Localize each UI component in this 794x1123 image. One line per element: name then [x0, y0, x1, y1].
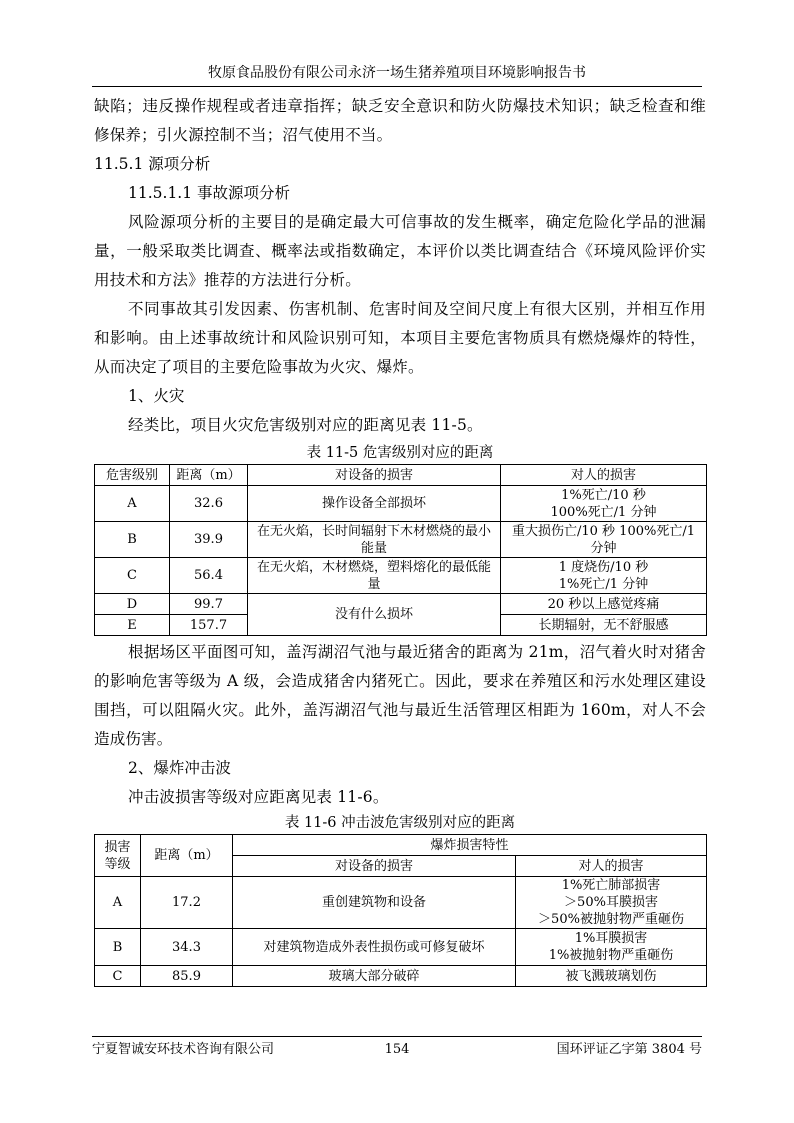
- equipment-damage-cell: 在无火焰，木材燃烧，塑料熔化的最低能量: [248, 558, 501, 594]
- level-cell: A: [95, 877, 141, 929]
- table-row: [95, 486, 707, 522]
- table-header-row: [95, 465, 707, 486]
- header-cell: 对设备的损害: [233, 856, 516, 877]
- level-cell: B: [95, 929, 141, 966]
- distance-cell: 32.6: [170, 486, 248, 522]
- human-damage-cell: 20 秒以上感觉疼痛: [501, 594, 707, 615]
- distance-cell: 17.2: [141, 877, 233, 929]
- header-cell: 距离（m）: [170, 465, 248, 486]
- intro-paragraph: 缺陷；违反操作规程或者违章指挥；缺乏安全意识和防火防爆技术知识；缺乏检查和维修保养；引火源控制不当；沼气使用不当。: [94, 97, 706, 144]
- table-header-row: [95, 835, 707, 856]
- level-cell: A: [95, 486, 170, 522]
- paragraph-risk-analysis: 风险源项分析的主要目的是确定最大可信事故的发生概率，确定危险化学品的泄漏量，一般采取类比调查、概率法或指数确定，本评价以类比调查结合《环境风险评价实用技术和方法》推荐的方法进行分析。: [94, 213, 706, 289]
- header-cell: 距离（m）: [141, 835, 233, 877]
- distance-cell: 34.3: [141, 929, 233, 966]
- subsection-heading: 11.5.1.1 事故源项分析: [128, 184, 291, 202]
- human-damage-cell: 被飞溅玻璃划伤: [516, 966, 707, 987]
- distance-cell: 157.7: [170, 615, 248, 636]
- report-title: 牧原食品股份有限公司永济一场生猪养殖项目环境影响报告书: [208, 65, 586, 81]
- fire-hazard-table: [94, 464, 707, 636]
- header-cell: 危害级别: [95, 465, 170, 486]
- equipment-damage-cell: 操作设备全部损坏: [248, 486, 501, 522]
- equipment-damage-cell: 重创建筑物和设备: [233, 877, 516, 929]
- distance-cell: 56.4: [170, 558, 248, 594]
- distance-cell: 85.9: [141, 966, 233, 987]
- blast-damage-table: [94, 834, 707, 987]
- blast-table-reference: 冲击波损害等级对应距离见表 11-6。: [128, 788, 389, 806]
- section-heading: 11.5.1 源项分析: [94, 155, 211, 173]
- equipment-damage-cell: 没有什么损坏: [248, 594, 501, 636]
- header-cell: 对人的损害: [501, 465, 707, 486]
- paragraph-accident-types: 不同事故其引发因素、伤害机制、危害时间及空间尺度上有很大区别，并相互作用和影响。由上述事故统计和风险识别可知，本项目主要危害物质具有燃烧爆炸的特性，从而决定了项目的主要危险事故为火灾、爆炸。: [94, 300, 706, 376]
- human-damage-cell: 1%死亡肺部损害 ＞50%耳膜损害 ＞50%被抛射物严重砸伤: [516, 877, 707, 929]
- table-11-6-caption: 表 11-6 冲击波危害级别对应的距离: [284, 815, 516, 831]
- human-damage-cell: 长期辐射，无不舒服感: [501, 615, 707, 636]
- header-group-cell: 爆炸损害特性: [233, 835, 707, 856]
- human-damage-cell: 1%耳膜损害 1%被抛射物严重砸伤: [516, 929, 707, 966]
- level-cell: C: [95, 558, 170, 594]
- level-cell: C: [95, 966, 141, 987]
- fire-heading: 1、火灾: [128, 387, 185, 405]
- table-row: [95, 522, 707, 558]
- page-header: [92, 62, 702, 87]
- human-damage-cell: 1 度烧伤/10 秒 1%死亡/1 分钟: [501, 558, 707, 594]
- blast-heading: 2、爆炸冲击波: [128, 759, 231, 777]
- fire-table-reference: 经类比，项目火灾危害级别对应的距离见表 11-5。: [128, 416, 483, 434]
- distance-cell: 99.7: [170, 594, 248, 615]
- human-damage-cell: 1%死亡/10 秒 100%死亡/1 分钟: [501, 486, 707, 522]
- table-11-5-caption: 表 11-5 危害级别对应的距离: [306, 445, 494, 461]
- level-cell: E: [95, 615, 170, 636]
- human-damage-cell: 重大损伤亡/10 秒 100%死亡/1 分钟: [501, 522, 707, 558]
- table-row: [95, 877, 707, 929]
- equipment-damage-cell: 对建筑物造成外表性损伤或可修复破坏: [233, 929, 516, 966]
- table-row: [95, 558, 707, 594]
- equipment-damage-cell: 在无火焰，长时间辐射下木材燃烧的最小能量: [248, 522, 501, 558]
- level-cell: D: [95, 594, 170, 615]
- equipment-damage-cell: 玻璃大部分破碎: [233, 966, 516, 987]
- table-row: [95, 966, 707, 987]
- table-row: [95, 929, 707, 966]
- table-row: [95, 594, 707, 615]
- header-cell: 对人的损害: [516, 856, 707, 877]
- footer-certificate: 国环评证乙字第 3804 号: [556, 1042, 702, 1057]
- level-cell: B: [95, 522, 170, 558]
- page-footer: [92, 1036, 702, 1059]
- header-cell: 损害 等级: [95, 835, 141, 877]
- header-cell: 对设备的损害: [248, 465, 501, 486]
- page-number: 154: [384, 1042, 410, 1057]
- document-body: [94, 92, 706, 987]
- fire-analysis-paragraph: 根据场区平面图可知，盖泻湖沼气池与最近猪舍的距离为 21m，沼气着火时对猪舍的影响危害等级为 A 级，会造成猪舍内猪死亡。因此，要求在养殖区和污水处理区建设围挡，可以阻隔火灾。此外，盖泻湖沼气池与最近生活管理区相距为 160m，对人不会造成伤害。: [94, 643, 706, 748]
- footer-company: 宁夏智诚安环技术咨询有限公司: [92, 1042, 275, 1057]
- distance-cell: 39.9: [170, 522, 248, 558]
